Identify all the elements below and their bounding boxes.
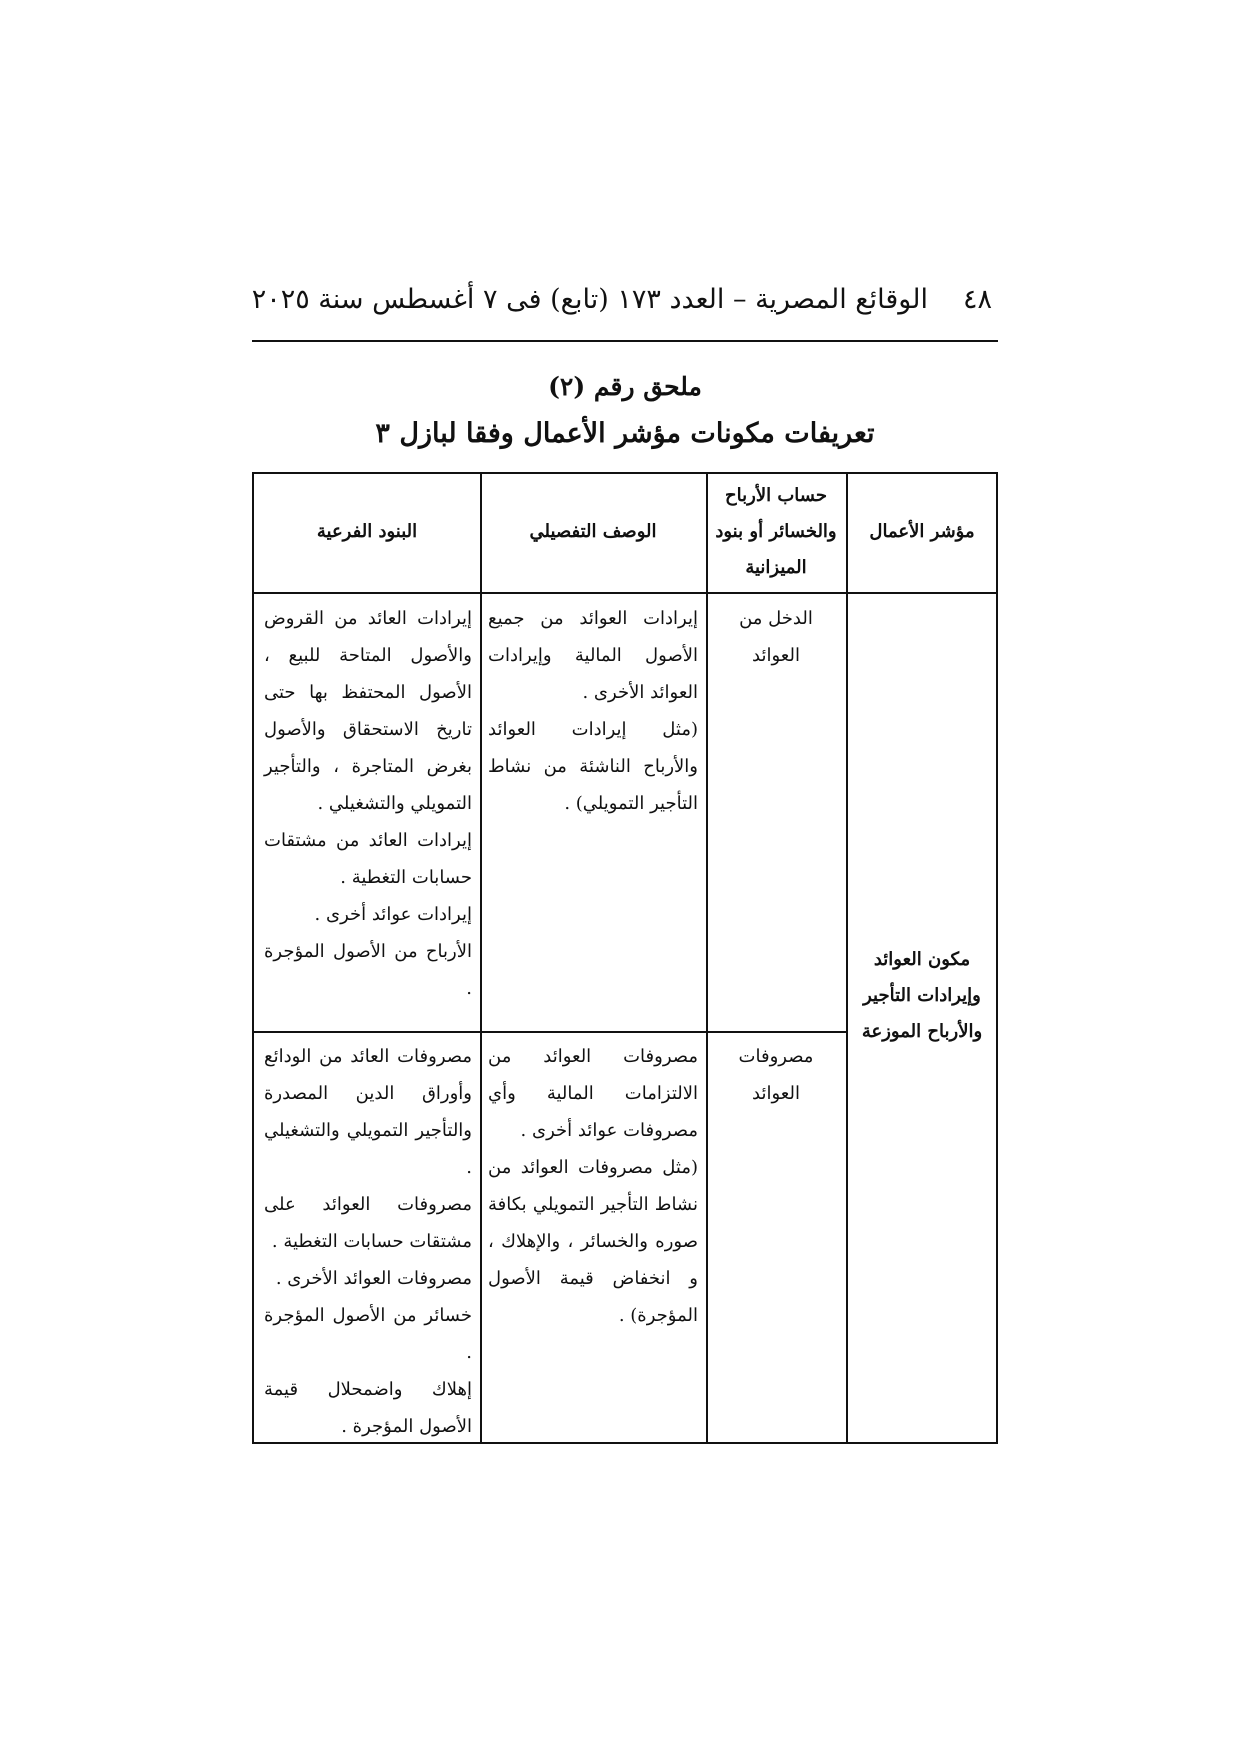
header-description: الوصف التفصيلي — [529, 521, 657, 542]
gazette-header-text: الوقائع المصرية – العدد ١٧٣ (تابع) فى ٧ أغسطس سنة ٢٠٢٥ — [251, 284, 928, 315]
header-account: حساب الأرباح والخسائر أو بنود الميزانية — [715, 485, 837, 578]
row-2-sub-items — [264, 1038, 472, 1445]
description-line: إيرادات العوائد من جميع الأصول المالية وإيرادات العوائد الأخرى . — [488, 608, 698, 703]
row-2-account: مصروفات العوائد — [738, 1046, 814, 1104]
sub-item: إيرادات العائد من مشتقات حسابات التغطية . — [264, 830, 472, 888]
header-row-divider — [254, 592, 998, 594]
row-2-description — [488, 1038, 698, 1334]
definitions-table — [252, 472, 998, 1444]
row-1-description — [488, 600, 698, 822]
column-divider — [846, 474, 848, 1442]
row-1-account: الدخل من العوائد — [739, 608, 813, 666]
sub-item: الأرباح من الأصول المؤجرة . — [264, 941, 472, 999]
component-name: مكون العوائد وإيرادات التأجير والأرباح الموزعة — [861, 949, 983, 1042]
sub-item: إهلاك واضمحلال قيمة الأصول المؤجرة . — [264, 1379, 472, 1437]
sub-item: خسائر من الأصول المؤجرة . — [264, 1305, 472, 1363]
sub-item: إيرادات العائد من القروض والأصول المتاحة للبيع ، الأصول المحتفظ بها حتى تاريخ الاستحقاق والأصول بغرض المتاجرة ، والتأجير التمويلي والتشغيلي . — [264, 608, 472, 814]
description-line: (مثل مصروفات العوائد من نشاط التأجير التمويلي بكافة صوره والخسائر ، والإهلاك ، و انخفاض قيمة الأصول المؤجرة) . — [488, 1157, 698, 1326]
description-line: (مثل إيرادات العوائد والأرباح الناشئة من نشاط التأجير التمويلي) . — [488, 719, 698, 814]
annex-subtitle: تعريفات مكونات مؤشر الأعمال وفقا لبازل ٣ — [375, 418, 875, 449]
header-sub-items: البنود الفرعية — [316, 521, 418, 542]
sub-item: إيرادات عوائد أخرى . — [314, 904, 472, 925]
header-indicator: مؤشر الأعمال — [869, 521, 975, 542]
description-line: مصروفات العوائد من الالتزامات المالية وأي مصروفات عوائد أخرى . — [488, 1046, 698, 1141]
column-divider — [480, 474, 482, 1442]
sub-item: مصروفات العوائد على مشتقات حسابات التغطية . — [264, 1194, 472, 1252]
page-number: ٤٨ — [962, 284, 992, 315]
sub-item: مصروفات العوائد الأخرى . — [275, 1268, 472, 1289]
page-header — [252, 280, 998, 342]
row-divider — [254, 1031, 846, 1033]
annex-title: ملحق رقم (٢) — [548, 372, 702, 401]
column-divider — [706, 474, 708, 1442]
sub-item: مصروفات العائد من الودائع وأوراق الدين المصدرة والتأجير التمويلي والتشغيلي . — [264, 1046, 472, 1178]
row-1-sub-items — [264, 600, 472, 1007]
